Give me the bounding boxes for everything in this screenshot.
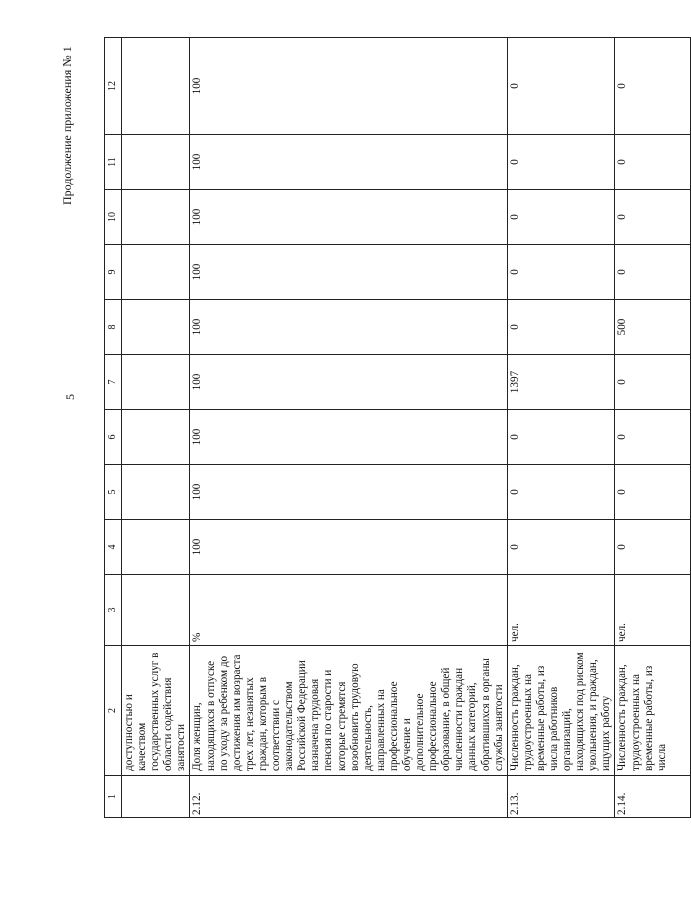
row-value: 0 [507,38,615,135]
row-number: 2.13. [507,776,615,818]
table-row [122,38,190,818]
row-description: Доля женщин, находящихся в отпуске по уходу за ребенком до достижения им возраста трех лет, незанятых граждан, которым в соответствии с законодательством Российской Федерации назначена трудовая пенсия по старости и которые стремятся возобновить трудовую деятельность, направленных на профессиональное обучение и дополнительное профессиональное образование, в общей численности граждан данных категорий, обратившихся в органы службы занятости [190,646,507,776]
row-unit: % [190,575,507,646]
row-number [122,776,190,818]
column-number: 8 [105,300,122,355]
row-value: 100 [190,300,507,355]
column-number: 5 [105,465,122,520]
row-value: 0 [615,465,691,520]
row-value: 500 [615,300,691,355]
row-value [122,520,190,575]
page-number: 5 [63,394,77,400]
column-number: 6 [105,410,122,465]
row-value [122,355,190,410]
row-value: 100 [190,355,507,410]
row-value [122,190,190,245]
row-unit: чел. [507,575,615,646]
row-value: 0 [507,245,615,300]
row-value: 100 [190,135,507,190]
row-value: 0 [507,190,615,245]
row-value: 0 [507,520,615,575]
row-value: 0 [615,355,691,410]
rotated-table-container [104,38,668,818]
row-description: Численность граждан, трудоустроенных на временные работы, из числа [615,646,691,776]
row-unit: чел. [615,575,691,646]
row-value [122,245,190,300]
row-value: 0 [615,38,691,135]
row-value: 100 [190,520,507,575]
column-number: 7 [105,355,122,410]
column-number: 10 [105,190,122,245]
row-value: 0 [507,465,615,520]
row-unit [122,575,190,646]
row-value [122,300,190,355]
column-number: 9 [105,245,122,300]
row-value: 100 [190,410,507,465]
column-number: 3 [105,575,122,646]
column-number-row [105,38,122,818]
row-value: 100 [190,38,507,135]
continuation-note: Продолжение приложения № 1 [60,46,74,205]
row-value: 0 [615,410,691,465]
row-value: 100 [190,245,507,300]
row-value [122,135,190,190]
row-value: 0 [615,520,691,575]
indicators-table [104,37,691,818]
table-row [507,38,615,818]
row-value: 0 [615,245,691,300]
column-number: 12 [105,38,122,135]
column-number: 1 [105,776,122,818]
column-number: 11 [105,135,122,190]
row-description: доступностью и качеством государственных услуг в области содействия занятости [122,646,190,776]
row-value [122,465,190,520]
row-value: 100 [190,190,507,245]
column-number: 4 [105,520,122,575]
row-number: 2.14. [615,776,691,818]
row-value: 1397 [507,355,615,410]
row-value: 100 [190,465,507,520]
row-number: 2.12. [190,776,507,818]
row-value: 0 [507,300,615,355]
table-row [615,38,691,818]
row-value: 0 [507,135,615,190]
row-value: 0 [615,190,691,245]
row-value: 0 [507,410,615,465]
table-row [190,38,507,818]
row-value [122,410,190,465]
column-number: 2 [105,646,122,776]
row-value [122,38,190,135]
row-value: 0 [615,135,691,190]
row-description: Численность граждан, трудоустроенных на временные работы, из числа работников организаций, находящихся под риском увольнения, и граждан, ищущих работу [507,646,615,776]
